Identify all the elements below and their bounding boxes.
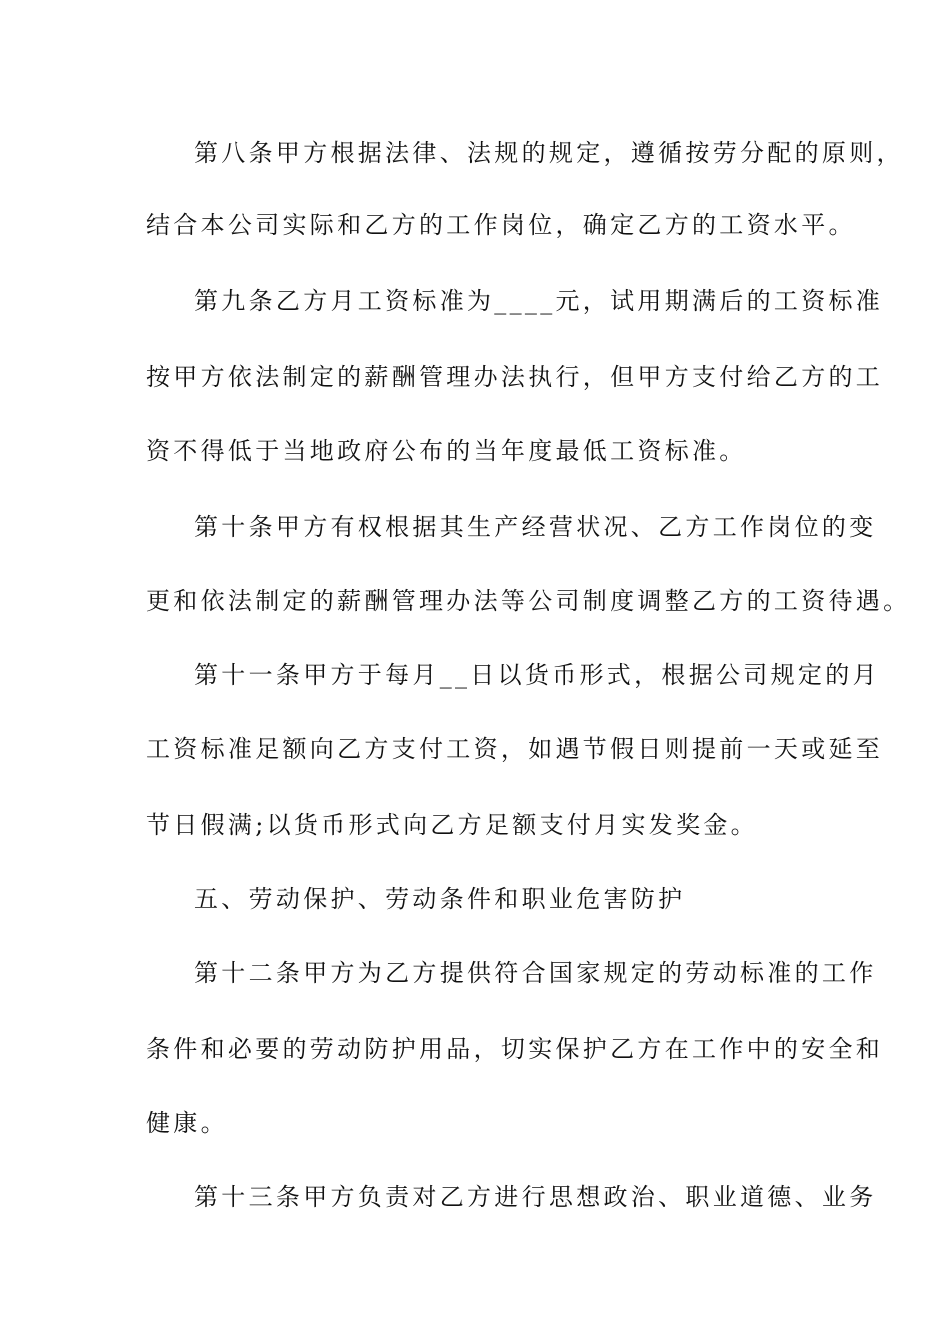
clause-11-line-3: 节日假满;以货币形式向乙方足额支付月实发奖金。 bbox=[146, 811, 758, 839]
clause-11-line-2: 工资标准足额向乙方支付工资，如遇节假日则提前一天或延至 bbox=[146, 735, 884, 763]
clause-8-line-2: 结合本公司实际和乙方的工作岗位，确定乙方的工资水平。 bbox=[146, 211, 856, 239]
section-5-heading: 五、劳动保护、劳动条件和职业危害防护 bbox=[194, 885, 686, 913]
clause-11-line-1: 第十一条甲方于每月__日以货币形式，根据公司规定的月 bbox=[194, 661, 880, 689]
clause-8-line-1: 第八条甲方根据法律、法规的规定，遵循按劳分配的原则， bbox=[194, 139, 904, 167]
clause-10-line-2: 更和依法制定的薪酬管理办法等公司制度调整乙方的工资待遇。 bbox=[146, 587, 911, 615]
clause-9-line-2: 按甲方依法制定的薪酬管理办法执行，但甲方支付给乙方的工 bbox=[146, 363, 884, 391]
clause-13-line-1: 第十三条甲方负责对乙方进行思想政治、职业道德、业务 bbox=[194, 1183, 877, 1211]
clause-9-line-1: 第九条乙方月工资标准为____元，试用期满后的工资标准 bbox=[194, 287, 884, 315]
clause-12-line-2: 条件和必要的劳动防护用品，切实保护乙方在工作中的安全和 bbox=[146, 1035, 884, 1063]
clause-9-line-3: 资不得低于当地政府公布的当年度最低工资标准。 bbox=[146, 437, 747, 465]
clause-12-line-3: 健康。 bbox=[146, 1109, 228, 1137]
clause-10-line-1: 第十条甲方有权根据其生产经营状况、乙方工作岗位的变 bbox=[194, 513, 877, 541]
clause-12-line-1: 第十二条甲方为乙方提供符合国家规定的劳动标准的工作 bbox=[194, 959, 877, 987]
